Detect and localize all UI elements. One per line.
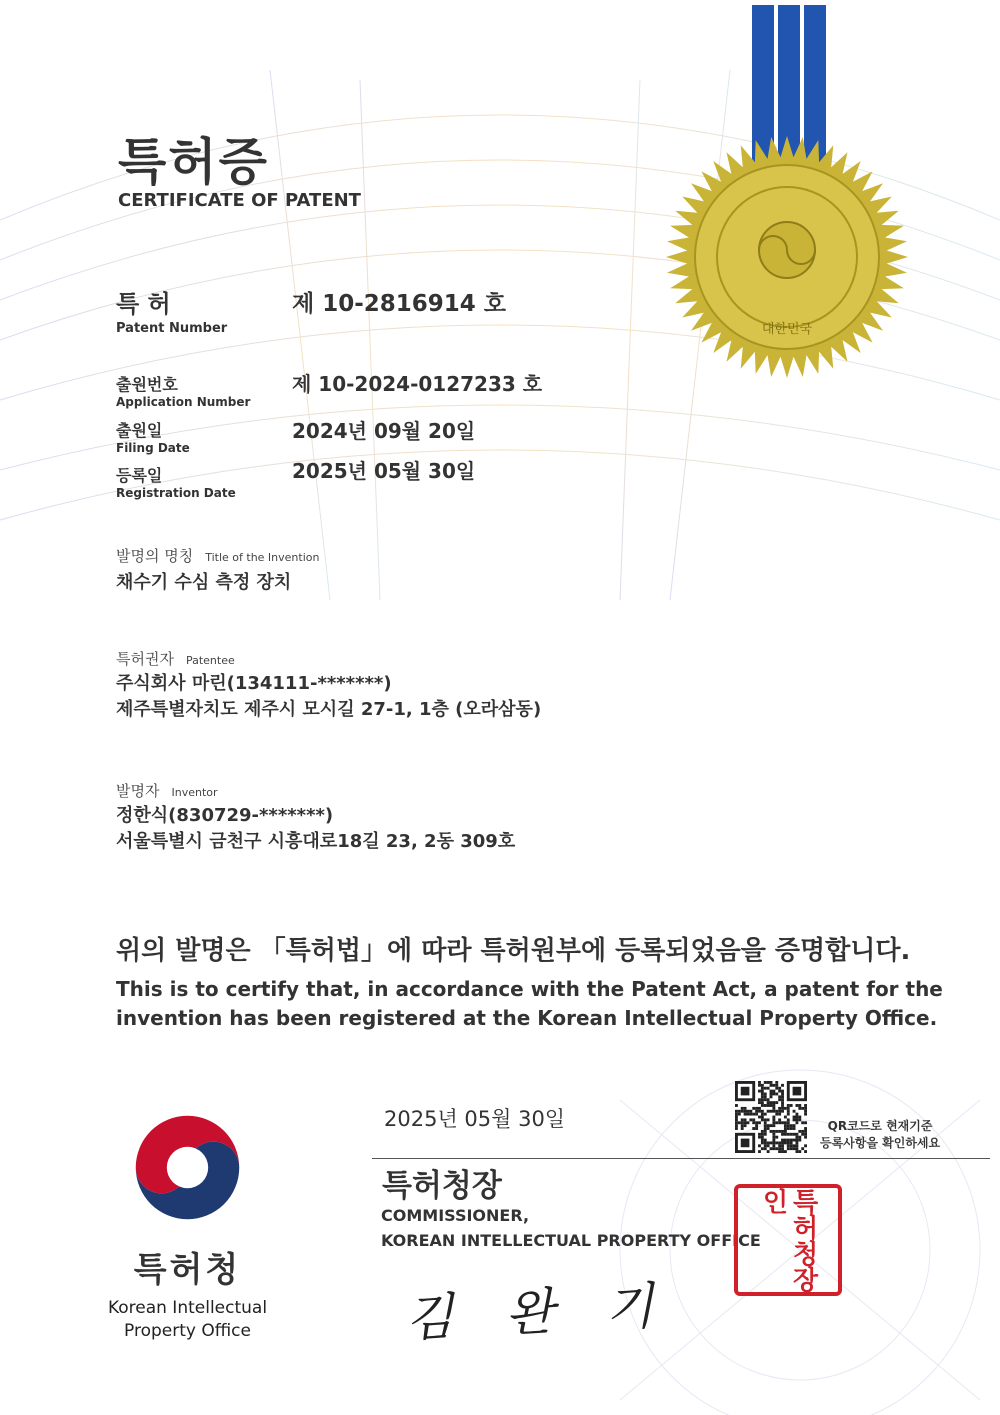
certification-statement-en bbox=[116, 975, 943, 1033]
inventor-label-en: Inventor bbox=[171, 786, 218, 799]
statement-en-line: This is to certify that, in accordance with the Patent Act, a patent for the bbox=[116, 977, 943, 1001]
statement-en-line: invention has been registered at the Korean Intellectual Property Office. bbox=[116, 1006, 938, 1030]
patentee-address: 제주특별자치도 제주시 모시길 27-1, 1층 (오라삼동) bbox=[116, 699, 542, 720]
certificate-title-ko: 특허증 bbox=[118, 133, 269, 191]
qr-note-line: 등록사항을 확인하세요 bbox=[820, 1136, 941, 1150]
office-name-ko: 특허청 bbox=[133, 1250, 242, 1290]
kipo-logo-text bbox=[100, 1242, 275, 1343]
patentee-label-ko: 특허권자 bbox=[116, 650, 174, 668]
qr-note-line: QR코드로 현재기준 bbox=[827, 1119, 933, 1133]
filing-date-label bbox=[116, 418, 190, 455]
office-name-en: Korean Intellectual bbox=[107, 1298, 268, 1318]
inventor-section bbox=[116, 780, 515, 855]
qr-note bbox=[820, 1118, 940, 1152]
label-en: Registration Date bbox=[116, 486, 236, 500]
svg-text:대한민국: 대한민국 bbox=[761, 322, 813, 337]
patent-number-value: 제 10-2816914 호 bbox=[292, 291, 507, 317]
invention-label-ko: 발명의 명칭 bbox=[116, 547, 194, 565]
qr-code-icon[interactable] bbox=[734, 1081, 808, 1153]
label-ko: 출원일 bbox=[116, 421, 163, 440]
invention-label-en: Title of the Invention bbox=[205, 551, 320, 564]
official-red-seal-icon bbox=[734, 1184, 842, 1296]
office-name-en: Property Office bbox=[124, 1321, 251, 1341]
label-en: Filing Date bbox=[116, 441, 190, 455]
label-en: Patent Number bbox=[116, 321, 228, 336]
application-number-value: 제 10-2024-0127233 호 bbox=[292, 372, 543, 396]
certification-statement-ko: 위의 발명은 「특허법」에 따라 특허원부에 등록되었음을 증명합니다. bbox=[116, 936, 911, 966]
patentee-label-en: Patentee bbox=[185, 654, 235, 667]
label-ko: 특 허 bbox=[116, 290, 171, 318]
label-ko: 출원번호 bbox=[116, 375, 178, 394]
registration-date-value: 2025년 05월 30일 bbox=[292, 459, 476, 483]
issue-date: 2025년 05월 30일 bbox=[384, 1107, 566, 1131]
invention-section bbox=[116, 545, 319, 596]
commissioner-en-line: COMMISSIONER, bbox=[381, 1206, 530, 1225]
commissioner-title-ko: 특허청장 bbox=[382, 1168, 502, 1204]
inventor-label-ko: 발명자 bbox=[116, 782, 160, 800]
commissioner-signature: 김 완 기 bbox=[403, 1276, 674, 1348]
patent-number-label bbox=[116, 284, 227, 336]
commissioner-title-en bbox=[381, 1203, 761, 1253]
patentee-name: 주식회사 마린(134111-*******) bbox=[116, 673, 392, 694]
invention-title: 채수기 수심 측정 장치 bbox=[116, 572, 292, 593]
gold-seal-icon bbox=[665, 135, 910, 380]
commissioner-en-line: KOREAN INTELLECTUAL PROPERTY OFFICE bbox=[381, 1231, 761, 1250]
kipo-taegeuk-logo-icon bbox=[130, 1110, 245, 1225]
filing-date-value: 2024년 09월 20일 bbox=[292, 419, 476, 443]
inventor-address: 서울특별시 금천구 시흥대로18길 23, 2동 309호 bbox=[116, 831, 516, 852]
registration-date-label bbox=[116, 463, 236, 500]
application-number-label bbox=[116, 372, 250, 409]
label-ko: 등록일 bbox=[116, 466, 163, 485]
inventor-name: 정한식(830729-*******) bbox=[116, 805, 334, 826]
certificate-title-en: CERTIFICATE OF PATENT bbox=[118, 190, 361, 211]
red-seal-text: 특허청장인 bbox=[758, 1188, 818, 1292]
patentee-section bbox=[116, 648, 541, 723]
label-en: Application Number bbox=[116, 395, 251, 409]
divider bbox=[372, 1158, 990, 1159]
